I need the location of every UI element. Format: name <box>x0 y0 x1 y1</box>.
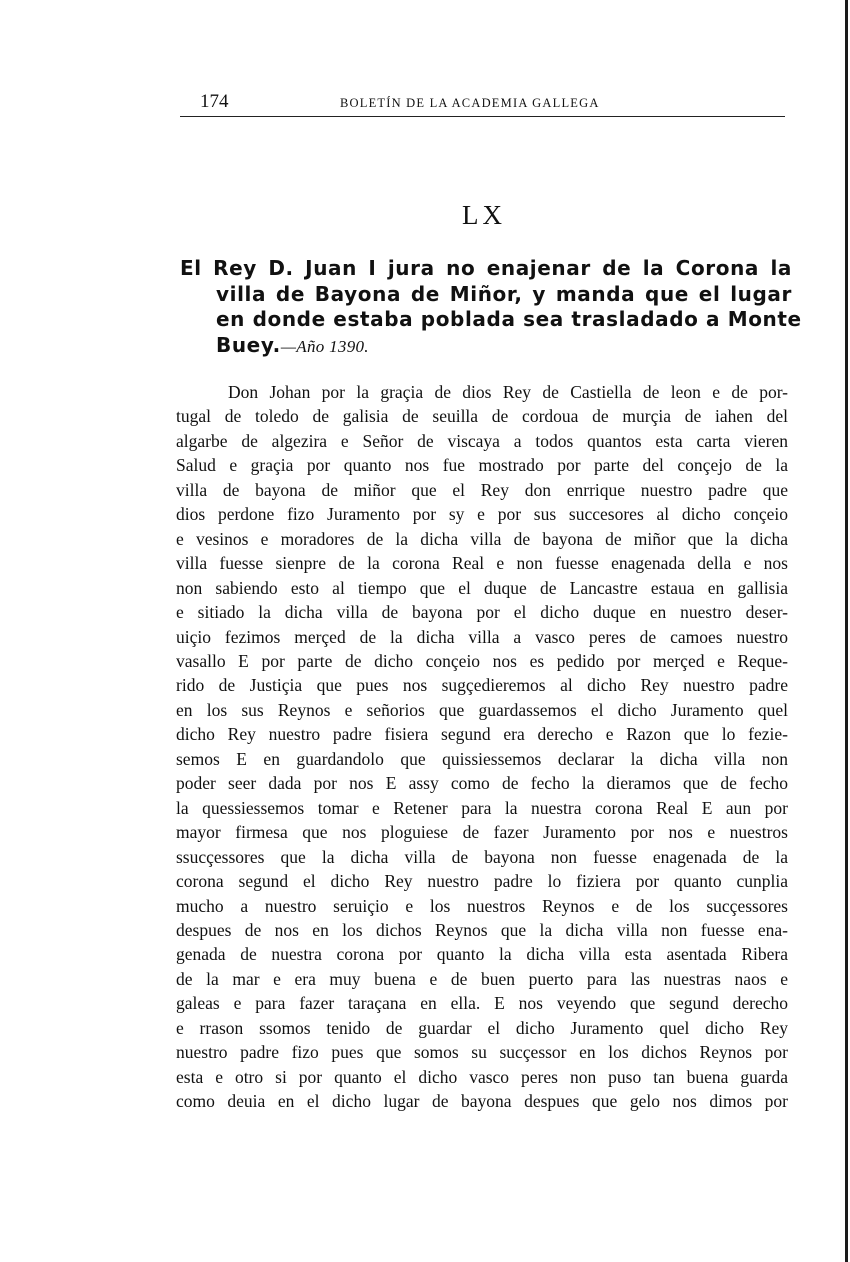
body-line: semos E en guardandolo que quissiessemos declarar la dicha villa non <box>176 748 788 769</box>
body-line: nuestro padre fizo pues que somos su sucçessor en los dichos Reynos por <box>176 1042 788 1063</box>
body-line: esta e otro si por quanto el dicho vasco peres non puso tan buena guarda <box>176 1066 788 1087</box>
body-line: tugal de toledo de galisia de seuilla de cordoua de murçia de iahen del <box>176 406 788 427</box>
body-line: e vesinos e moradores de la dicha villa de bayona de miñor que la dicha <box>176 528 788 549</box>
body-line: mucho a nuestro seruiçio e los nuestros Reynos e de los sucçessores <box>176 895 788 916</box>
document-body <box>176 380 788 1114</box>
body-line: corona segund el dicho Rey nuestro padre lo fiziera por quanto cunplia <box>176 871 788 892</box>
body-line: rido de Justiçia que pues nos sugçedieremos al dicho Rey nuestro padre <box>176 675 788 696</box>
body-line: villa de bayona de miñor que el Rey don enrrique nuestro padre que <box>176 479 788 500</box>
body-line: Don Johan por la graçia de dios Rey de Castiella de leon e de por- <box>228 382 788 402</box>
body-line: algarbe de algezira e Señor de viscaya a todos quantos esta carta vieren <box>176 430 788 451</box>
body-line: dicho Rey nuestro padre fisiera segund era derecho e Razon que lo fezie- <box>176 724 788 745</box>
section-numeral: LX <box>462 200 506 230</box>
document-date: —Año 1390. <box>280 336 369 356</box>
title-line: El Rey D. Juan I jura no enajenar de la Corona la <box>180 256 792 280</box>
page-header <box>180 90 785 117</box>
body-line: e sitiado la dicha villa de bayona por el dicho duque en nuestro deser- <box>176 602 788 623</box>
body-line: la quessiessemos tomar e Retener para la nuestra corona Real E aun por <box>176 797 788 818</box>
title-line: en donde estaba poblada sea trasladado a Monte <box>216 307 802 331</box>
body-line: galeas e para fazer taraçana en ella. E nos veyendo que segund derecho <box>176 993 788 1014</box>
body-line: dios perdone fizo Juramento por sy e por sus succesores al dicho conçeio <box>176 504 788 525</box>
page-number: 174 <box>200 91 229 112</box>
title-last-words: Buey. <box>216 332 281 357</box>
body-line: como deuia en el dicho lugar de bayona despues que gelo nos dimos por <box>176 1091 788 1112</box>
body-line: villa fuesse sienpre de la corona Real e non fuesse enagenada della e nos <box>176 553 788 574</box>
document-title <box>180 256 802 359</box>
title-last-line <box>180 333 792 360</box>
body-line: vasallo E por parte de dicho conçeio nos es pedido por merçed e Reque- <box>176 650 788 671</box>
body-line: Salud e graçia por quanto nos fue mostrado por parte del conçejo de la <box>176 455 788 476</box>
title-line: villa de Bayona de Miñor, y manda que el lugar <box>216 281 792 306</box>
scan-edge <box>845 0 848 1262</box>
body-line: de la mar e era muy buena e de buen puerto para las nuestras naos e <box>176 968 788 989</box>
body-line: poder seer dada por nos E assy como de fecho la dieramos que de fecho <box>176 773 788 794</box>
body-line: mayor firmesa que nos ploguiese de fazer Juramento por nos e nuestros <box>176 822 788 843</box>
body-line: non sabiendo esto al tiempo que el duque de Lancastre estaua en gallisia <box>176 577 788 598</box>
body-line: e rrason ssomos tenido de guardar el dicho Juramento quel dicho Rey <box>176 1017 788 1038</box>
body-line: despues de nos en los dichos Reynos que la dicha villa non fuesse ena- <box>176 919 788 940</box>
body-line: genada de nuestra corona por quanto la dicha villa esta asentada Ribera <box>176 944 788 965</box>
body-line: en los sus Reynos e señorios que guardassemos el dicho Juramento quel <box>176 699 788 720</box>
running-title: BOLETÍN DE LA ACADEMIA GALLEGA <box>340 96 600 110</box>
body-line: uiçio fezimos merçed de la dicha villa a vasco peres de camoes nuestro <box>176 626 788 647</box>
body-line: ssucçessores que la dicha villa de bayona non fuesse enagenada de la <box>176 846 788 867</box>
